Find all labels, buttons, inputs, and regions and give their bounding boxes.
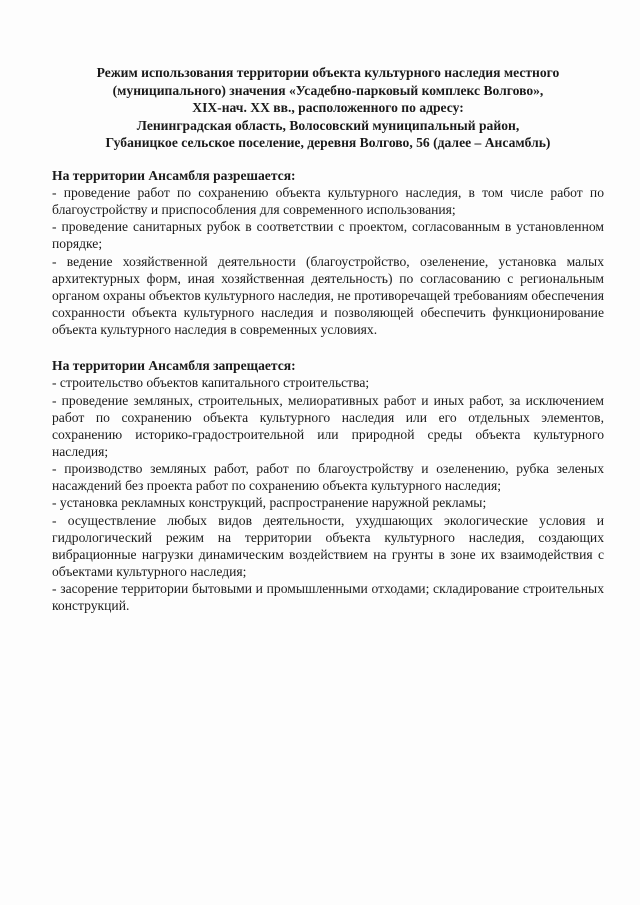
title-line: XIX-нач. XX вв., расположенного по адресу: [192,100,464,116]
title-line: Губаницкое сельское поселение, деревня Волгово, 56 (далее – Ансамбль) [105,135,551,151]
document-content [52,64,604,615]
allowed-item: - проведение санитарных рубок в соответствии с проектом, согласованным в установленном порядке; [52,219,604,252]
allowed-heading: На территории Ансамбля разрешается: [52,167,296,183]
forbidden-section [52,357,604,614]
allowed-item: - проведение работ по сохранению объекта культурного наследия, в том числе работ по благоустройству и приспособления для современного использования; [52,184,604,218]
title-line: (муниципального) значения «Усадебно-парковый комплекс Волгово», [112,82,544,98]
forbidden-item: - проведение земляных, строительных, мелиоративных работ и иных работ, за исключением работ по сохранению объекта культурного наследия или его отдельных элементов, сохранению историко-градостроительной или природной среды объекта культурного наследия; [52,392,604,459]
forbidden-heading: На территории Ансамбля запрещается: [52,358,296,374]
allowed-section [52,167,604,338]
forbidden-item: - строительство объектов капитального строительства; [52,375,370,391]
title-line: Режим использования территории объекта культурного наследия местного [96,65,560,80]
forbidden-item: - осуществление любых видов деятельности, ухудшающих экологические условия и гидрологический режим на территории объекта культурного наследия, создающих вибрационные нагрузки динамическим воздействием на грунты в зоне их взаимодействия с объектами культурного наследия; [52,512,604,580]
forbidden-item: - установка рекламных конструкций, распространение наружной рекламы; [52,495,487,511]
document-title [52,64,604,152]
title-line: Ленинградская область, Волосовский муниципальный район, [136,117,520,133]
forbidden-item: - засорение территории бытовыми и промышленными отходами; складирование строительных конструкций. [52,581,604,614]
forbidden-item: - производство земляных работ, работ по благоустройству и озеленению, рубка зеленых насаждений без проекта работ по сохранению объекта культурного наследия; [52,461,604,494]
allowed-item: - ведение хозяйственной деятельности (благоустройство, озеленение, установка малых архитектурных форм, иная хозяйственная деятельность) по согласованию с региональным органом охраны объектов культурного наследия, не противоречащей требованиям обеспечения сохранности объекта культурного наследия и позволяющей обеспечить функционирование объекта культурного наследия в современных условиях. [52,253,604,338]
